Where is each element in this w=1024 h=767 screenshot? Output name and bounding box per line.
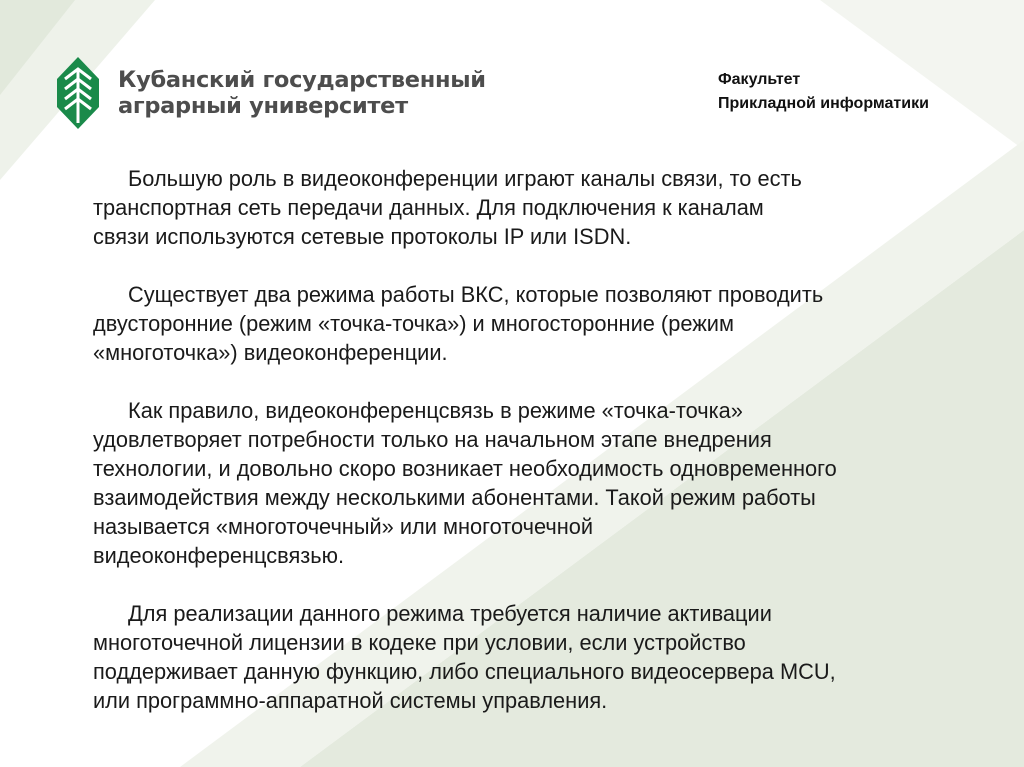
paragraph: [93, 280, 993, 367]
university-logo-icon: [57, 57, 99, 129]
paragraph-line: Существует два режима работы ВКС, которые позволяют проводить: [128, 282, 824, 307]
paragraph-line: связи используются сетевые протоколы IP или ISDN.: [93, 224, 632, 249]
paragraph-line: многоточечной лицензии в кодеке при условии, если устройство: [93, 630, 746, 655]
paragraph-line: Для реализации данного режима требуется наличие активации: [128, 601, 772, 626]
paragraph-line: или программно-аппаратной системы управления.: [93, 688, 608, 713]
paragraph-line: технологии, и довольно скоро возникает необходимость одновременного: [93, 456, 837, 481]
university-name-line1: Кубанский государственный: [118, 67, 486, 93]
paragraph-line: Как правило, видеоконференцсвязь в режиме «точка-точка»: [128, 398, 743, 423]
faculty-title-line2: Прикладной информатики: [718, 95, 929, 112]
paragraph-line: удовлетворяет потребности только на начальном этапе внедрения: [93, 427, 772, 452]
paragraph-line: взаимодействия между несколькими абонентами. Такой режим работы: [93, 485, 816, 510]
paragraph: [93, 599, 993, 715]
paragraph-line: видеоконференцсвязью.: [93, 543, 345, 568]
university-name: [118, 67, 486, 119]
paragraph-line: поддерживает данную функцию, либо специального видеосервера MCU,: [93, 659, 836, 684]
paragraph: [93, 396, 993, 570]
slide-body: [93, 164, 993, 744]
paragraph: [93, 164, 993, 251]
paragraph-line: называется «многоточечный» или многоточечной: [93, 514, 594, 539]
paragraph-line: «многоточка») видеоконференции.: [93, 340, 448, 365]
paragraph-line: транспортная сеть передачи данных. Для подключения к каналам: [93, 195, 764, 220]
faculty-title: [718, 68, 929, 116]
paragraph-line: двусторонние (режим «точка-точка») и многосторонние (режим: [93, 311, 734, 336]
faculty-title-line1: Факультет: [718, 71, 801, 88]
paragraph-line: Большую роль в видеоконференции играют каналы связи, то есть: [128, 166, 802, 191]
university-name-line2: аграрный университет: [118, 93, 408, 119]
